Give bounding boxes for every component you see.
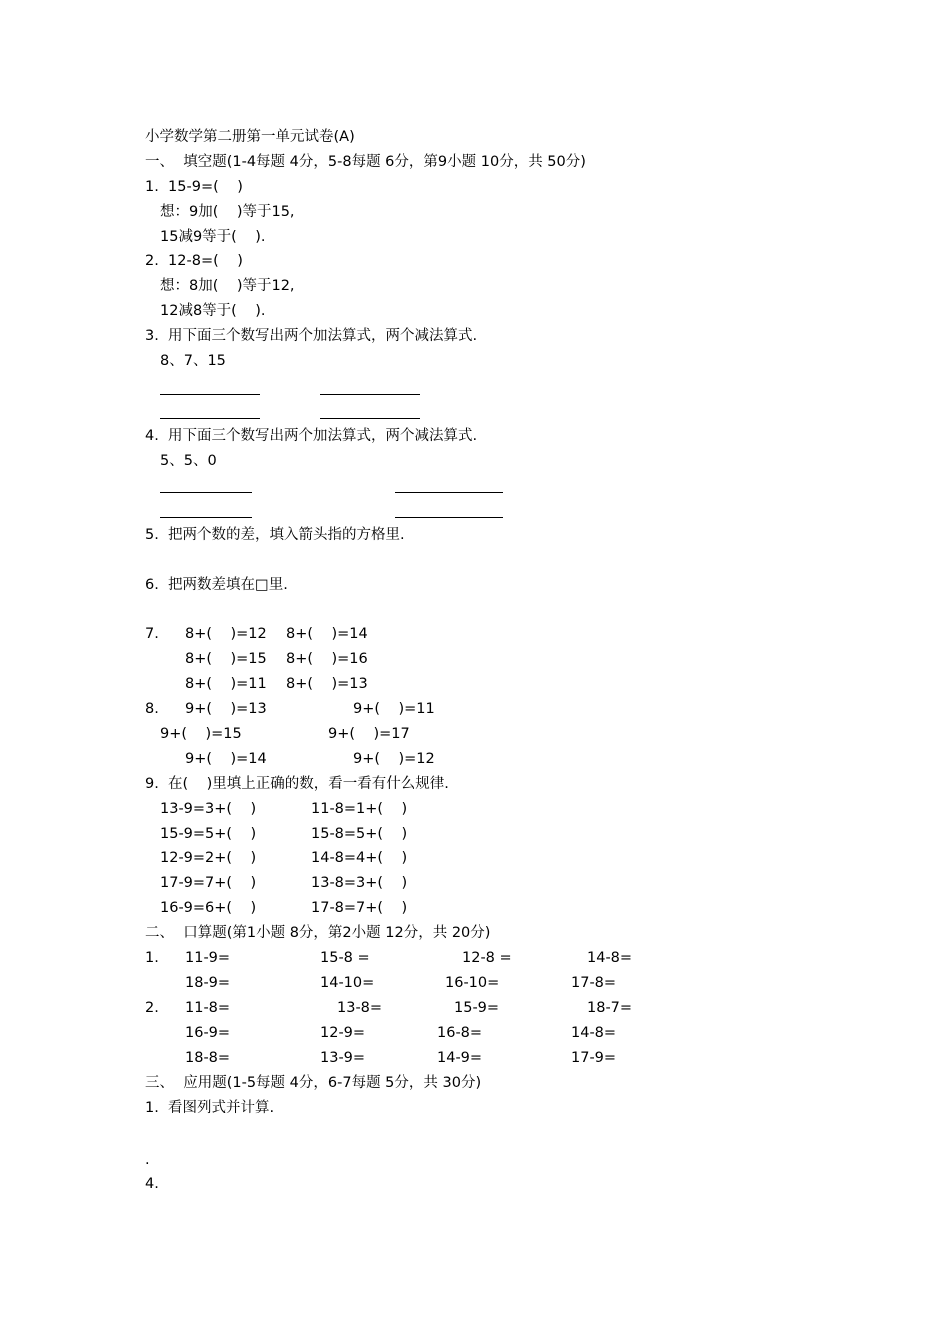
q2-main: 2. 12-8=( ) [145, 253, 243, 269]
q7-item: 8+( )=12 [185, 626, 267, 642]
oral-item: 17-8= [571, 975, 617, 991]
oral-item: 16-9= [185, 1025, 231, 1041]
q7-item: 8+( )=15 [185, 651, 267, 667]
answer-line [160, 492, 252, 493]
q8-item: 9+( )=14 [185, 751, 267, 767]
q7-item: 8+( )=13 [286, 676, 368, 692]
answer-line [395, 517, 503, 518]
oral-item: 12-8 = [462, 950, 512, 966]
answer-line [320, 418, 420, 419]
q4-numbers: 5、5、0 [160, 453, 217, 469]
q9-item: 13-9=3+( ) [160, 801, 257, 817]
q9-item: 13-8=3+( ) [311, 875, 408, 891]
oral-item: 16-10= [445, 975, 500, 991]
q9-item: 14-8=4+( ) [311, 850, 408, 866]
q1-main: 1. 15-9=( ) [145, 179, 243, 195]
q8-item: 9+( )=15 [160, 726, 242, 742]
q1-think: 想：9加( )等于15, [160, 204, 295, 220]
q9-item: 17-8=7+( ) [311, 900, 408, 916]
section-1-heading: 一、 填空题(1-4每题 4分，5-8每题 6分，第9小题 10分，共 50分) [145, 154, 586, 170]
q8-item: 9+( )=12 [353, 751, 435, 767]
q5-text: 5. 把两个数的差，填入箭头指的方格里. [145, 527, 405, 543]
oral-item: 13-9= [320, 1050, 366, 1066]
page-title: 小学数学第二册第一单元试卷(A) [145, 129, 355, 145]
q7-number: 7. [145, 626, 159, 642]
oral-item: 15-8 = [320, 950, 370, 966]
q9-item: 15-8=5+( ) [311, 826, 408, 842]
answer-line [160, 517, 252, 518]
section-3-heading: 三、 应用题(1-5每题 4分，6-7每题 5分，共 30分) [145, 1075, 482, 1091]
oral-item: 16-8= [437, 1025, 483, 1041]
q7-item: 8+( )=16 [286, 651, 368, 667]
q1-result: 15减9等于( ). [160, 229, 266, 245]
oral-item: 11-9= [185, 950, 231, 966]
q9-item: 11-8=1+( ) [311, 801, 408, 817]
q9-text: 9. 在( )里填上正确的数，看一看有什么规律. [145, 776, 449, 792]
q9-item: 17-9=7+( ) [160, 875, 257, 891]
q8-item: 9+( )=11 [353, 701, 435, 717]
q4-text: 4. 用下面三个数写出两个加法算式，两个减法算式. [145, 428, 478, 444]
answer-line [160, 418, 260, 419]
oral-q2-number: 2. [145, 1000, 159, 1016]
oral-item: 11-8= [185, 1000, 231, 1016]
oral-item: 15-9= [454, 1000, 500, 1016]
oral-item: 18-7= [587, 1000, 633, 1016]
q9-item: 16-9=6+( ) [160, 900, 257, 916]
app-q4-number: 4. [145, 1176, 159, 1192]
answer-line [160, 394, 260, 395]
app-q1-text: 1. 看图列式并计算. [145, 1100, 275, 1116]
q7-item: 8+( )=11 [185, 676, 267, 692]
oral-item: 12-9= [320, 1025, 366, 1041]
q9-item: 12-9=2+( ) [160, 850, 257, 866]
oral-q1-number: 1. [145, 950, 159, 966]
oral-item: 14-10= [320, 975, 375, 991]
stray-dot: . [145, 1152, 150, 1168]
q7-item: 8+( )=14 [286, 626, 368, 642]
q8-item: 9+( )=17 [328, 726, 410, 742]
q8-number: 8. [145, 701, 159, 717]
q8-item: 9+( )=13 [185, 701, 267, 717]
q2-think: 想：8加( )等于12, [160, 278, 295, 294]
q3-text: 3. 用下面三个数写出两个加法算式，两个减法算式. [145, 328, 478, 344]
q2-result: 12减8等于( ). [160, 303, 266, 319]
oral-item: 14-8= [587, 950, 633, 966]
q9-item: 15-9=5+( ) [160, 826, 257, 842]
answer-line [395, 492, 503, 493]
oral-item: 18-8= [185, 1050, 231, 1066]
q6-text: 6. 把两数差填在□里. [145, 577, 288, 593]
q3-numbers: 8、7、15 [160, 353, 226, 369]
oral-item: 17-9= [571, 1050, 617, 1066]
oral-item: 14-9= [437, 1050, 483, 1066]
oral-item: 18-9= [185, 975, 231, 991]
section-2-heading: 二、 口算题(第1小题 8分，第2小题 12分，共 20分) [145, 925, 491, 941]
answer-line [320, 394, 420, 395]
oral-item: 14-8= [571, 1025, 617, 1041]
oral-item: 13-8= [337, 1000, 383, 1016]
